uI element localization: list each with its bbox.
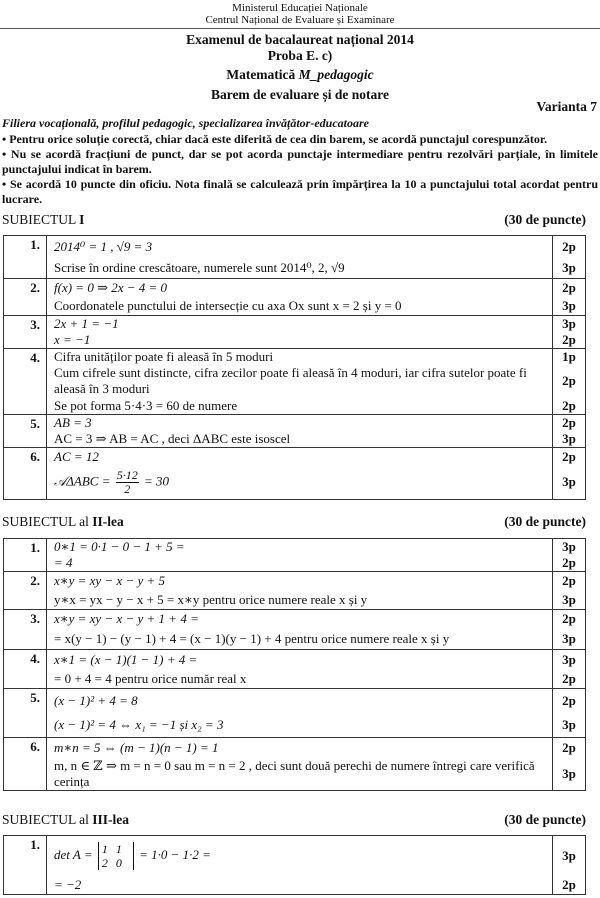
solution-line: = 4 xyxy=(54,555,73,570)
points-value: 3p xyxy=(562,431,576,446)
solution-line: AC = 3 ⇒ AB = AC , deci ΔABC este isoscel xyxy=(54,431,291,446)
solution-line: (x − 1)² + 4 = 8 xyxy=(54,693,138,708)
exam-title: Examenul de bacalaureat național 2014 xyxy=(186,32,414,47)
header-divider xyxy=(0,28,600,29)
points-value: 3p xyxy=(562,766,576,781)
varianta-label: Varianta 7 xyxy=(536,99,597,114)
table-row xyxy=(4,279,586,316)
points-value: 3p xyxy=(562,591,576,607)
points-value: 2p xyxy=(562,740,576,755)
filiera-text: Filiera vocațională, profilul pedagogic, specializarea învățător-educatoare xyxy=(2,116,369,130)
points-value: 2p xyxy=(562,611,576,626)
document-header xyxy=(0,0,600,26)
table-row xyxy=(4,572,586,610)
section-title-prefix: SUBIECTUL al xyxy=(2,812,93,827)
solution-line: = −2 xyxy=(54,877,82,892)
points-value: 3p xyxy=(562,316,576,331)
item-number: 2. xyxy=(4,279,47,316)
table-row xyxy=(4,316,586,349)
points-value: 2p xyxy=(562,573,576,588)
area-formula: 𝒜ΔABC = $\frac{5\cdot 12}{2}$ = 30 xyxy=(54,467,170,496)
section-2-table xyxy=(3,538,586,791)
item-number: 3. xyxy=(4,610,47,650)
item-number: 4. xyxy=(4,650,47,689)
rule-item: • Nu se acordă fracțiuni de punct, dar se pot acorda punctaje intermediare pentru rezolvări parțiale, în limitele punctajului indicat în barem. xyxy=(2,147,598,176)
fraction: $\frac{5\cdot 12}{2}$ xyxy=(116,467,138,496)
subject-italic: M_pedagogic xyxy=(298,67,374,82)
section-title-prefix: SUBIECTUL al xyxy=(2,514,93,529)
solution-line: (x − 1)² = 4 ⇔ x₁ = −1 și x₂ = 3 xyxy=(54,717,224,732)
solution-line: y∗x = yx − y − x + 5 = x∗y pentru orice numere reale x și y xyxy=(54,591,368,607)
center-name: Centrul Național de Evaluare și Examinare xyxy=(205,14,395,26)
table-row xyxy=(4,448,586,500)
solution-line: AC = 12 xyxy=(54,448,99,464)
solution-line: 0∗1 = 0·1 − 0 − 1 + 5 = xyxy=(54,539,185,554)
points-value: 3p xyxy=(562,717,576,732)
table-row xyxy=(4,349,586,415)
table-row xyxy=(4,539,586,572)
points-value: 2p xyxy=(562,280,576,295)
barem-title: Barem de evaluare și de notare xyxy=(210,87,390,102)
points-value: 2p xyxy=(562,448,576,464)
points-value: 2p xyxy=(562,239,576,254)
points-value: 3p xyxy=(562,539,576,554)
section-heading-1 xyxy=(2,212,586,228)
section-1-table xyxy=(3,235,586,500)
points-value: 3p xyxy=(562,298,576,313)
exam-titles xyxy=(0,32,600,103)
item-number: 6. xyxy=(4,448,47,500)
section-points: (30 de puncte) xyxy=(504,212,586,227)
determinant-formula: det A = 1 1 2 0 = 1·0 − 1·2 = xyxy=(54,842,211,870)
table-row xyxy=(4,236,586,279)
section-title-numeral: II-lea xyxy=(92,514,124,529)
points-value: 3p xyxy=(562,474,576,489)
solution-line: x∗y = xy − x − y + 5 xyxy=(54,573,166,588)
table-row xyxy=(4,836,586,895)
item-number: 5. xyxy=(4,689,47,738)
section-heading-3 xyxy=(2,812,586,828)
item-number: 1. xyxy=(4,836,47,895)
points-value: 2p xyxy=(562,332,576,347)
item-number: 3. xyxy=(4,316,47,349)
solution-line: 2x + 1 = −1 xyxy=(54,316,119,331)
points-value: 2p xyxy=(562,415,576,430)
points-value: 2p xyxy=(562,671,576,686)
solution-line: Scrise în ordine crescătoare, numerele sunt 2014⁰, 2, √9 xyxy=(54,260,345,275)
section-title-prefix: SUBIECTUL xyxy=(2,212,80,227)
solution-line: = x(y − 1) − (y − 1) + 4 = (x − 1)(y − 1) + 4 pentru orice numere reale x și y xyxy=(54,630,450,646)
solution-line: m, n ∈ ℤ ⇒ m = n = 0 sau m = n = 2 , deci sunt două perechi de numere întregi care verifică cerința xyxy=(54,758,535,789)
item-number: 2. xyxy=(4,572,47,610)
points-value: 2p xyxy=(562,693,576,708)
points-value: 3p xyxy=(562,652,576,667)
section-points: (30 de puncte) xyxy=(504,514,586,529)
points-value: 2p xyxy=(562,877,576,892)
points-value: 3p xyxy=(562,260,576,275)
solution-line: Coordonatele punctului de intersecție cu axa Ox sunt x = 2 și y = 0 xyxy=(54,298,402,313)
rule-item: • Pentru orice soluție corectă, chiar dacă este diferită de cea din barem, se acordă punctajul corespunzător. xyxy=(2,132,548,146)
section-heading-2 xyxy=(2,514,586,530)
solution-line: 2014⁰ = 1 , √9 = 3 xyxy=(54,239,153,254)
solution-line: x∗y = xy − x − y + 1 + 4 = xyxy=(54,611,199,626)
solution-line: Se pot forma 5·4·3 = 60 de numere xyxy=(54,397,238,413)
solution-line: x∗1 = (x − 1)(1 − 1) + 4 = xyxy=(54,652,198,667)
proba-title: Proba E. c) xyxy=(267,48,333,63)
table-row xyxy=(4,689,586,738)
table-row xyxy=(4,610,586,650)
table-row xyxy=(4,650,586,689)
section-title-numeral: III-lea xyxy=(92,812,129,827)
table-row xyxy=(4,738,586,791)
subject-prefix: Matematică xyxy=(226,67,296,82)
points-value: 2p xyxy=(562,373,576,388)
solution-line: = 0 + 4 = 4 pentru orice număr real x xyxy=(54,671,247,686)
table-row xyxy=(4,415,586,448)
points-value: 2p xyxy=(562,555,576,570)
item-number: 4. xyxy=(4,349,47,415)
item-number: 5. xyxy=(4,415,47,448)
rule-item: • Se acordă 10 puncte din oficiu. Nota finală se calculează prin împărțirea la 10 a punctajului total acordat pentru lucrare. xyxy=(2,177,598,206)
subject-title xyxy=(0,67,600,83)
section-3-table xyxy=(3,835,586,895)
solution-line: Cum cifrele sunt distincte, cifra zecilor poate fi aleasă în 4 moduri, iar cifra sutelor poate fi aleasă în 3 moduri xyxy=(54,365,527,396)
points-value: 3p xyxy=(562,848,576,863)
points-value: 3p xyxy=(562,630,576,646)
points-value: 2p xyxy=(562,397,576,413)
points-value: 1p xyxy=(562,349,576,364)
item-number: 6. xyxy=(4,738,47,791)
item-number: 1. xyxy=(4,539,47,572)
solution-line: m∗n = 5 ⇔ (m − 1)(n − 1) = 1 xyxy=(54,740,219,755)
solution-line: AB = 3 xyxy=(54,415,92,430)
item-number: 1. xyxy=(4,236,47,279)
section-title-numeral: I xyxy=(79,212,85,227)
matrix: 1 1 2 0 xyxy=(98,842,134,870)
solution-line: f(x) = 0 ⇒ 2x − 4 = 0 xyxy=(54,280,168,295)
section-points: (30 de puncte) xyxy=(504,812,586,827)
ministry-name: Ministerul Educației Naționale xyxy=(232,2,368,14)
solution-line: x = −1 xyxy=(54,332,91,347)
grading-rules xyxy=(2,132,598,207)
solution-line: Cifra unităților poate fi aleasă în 5 moduri xyxy=(54,349,274,364)
